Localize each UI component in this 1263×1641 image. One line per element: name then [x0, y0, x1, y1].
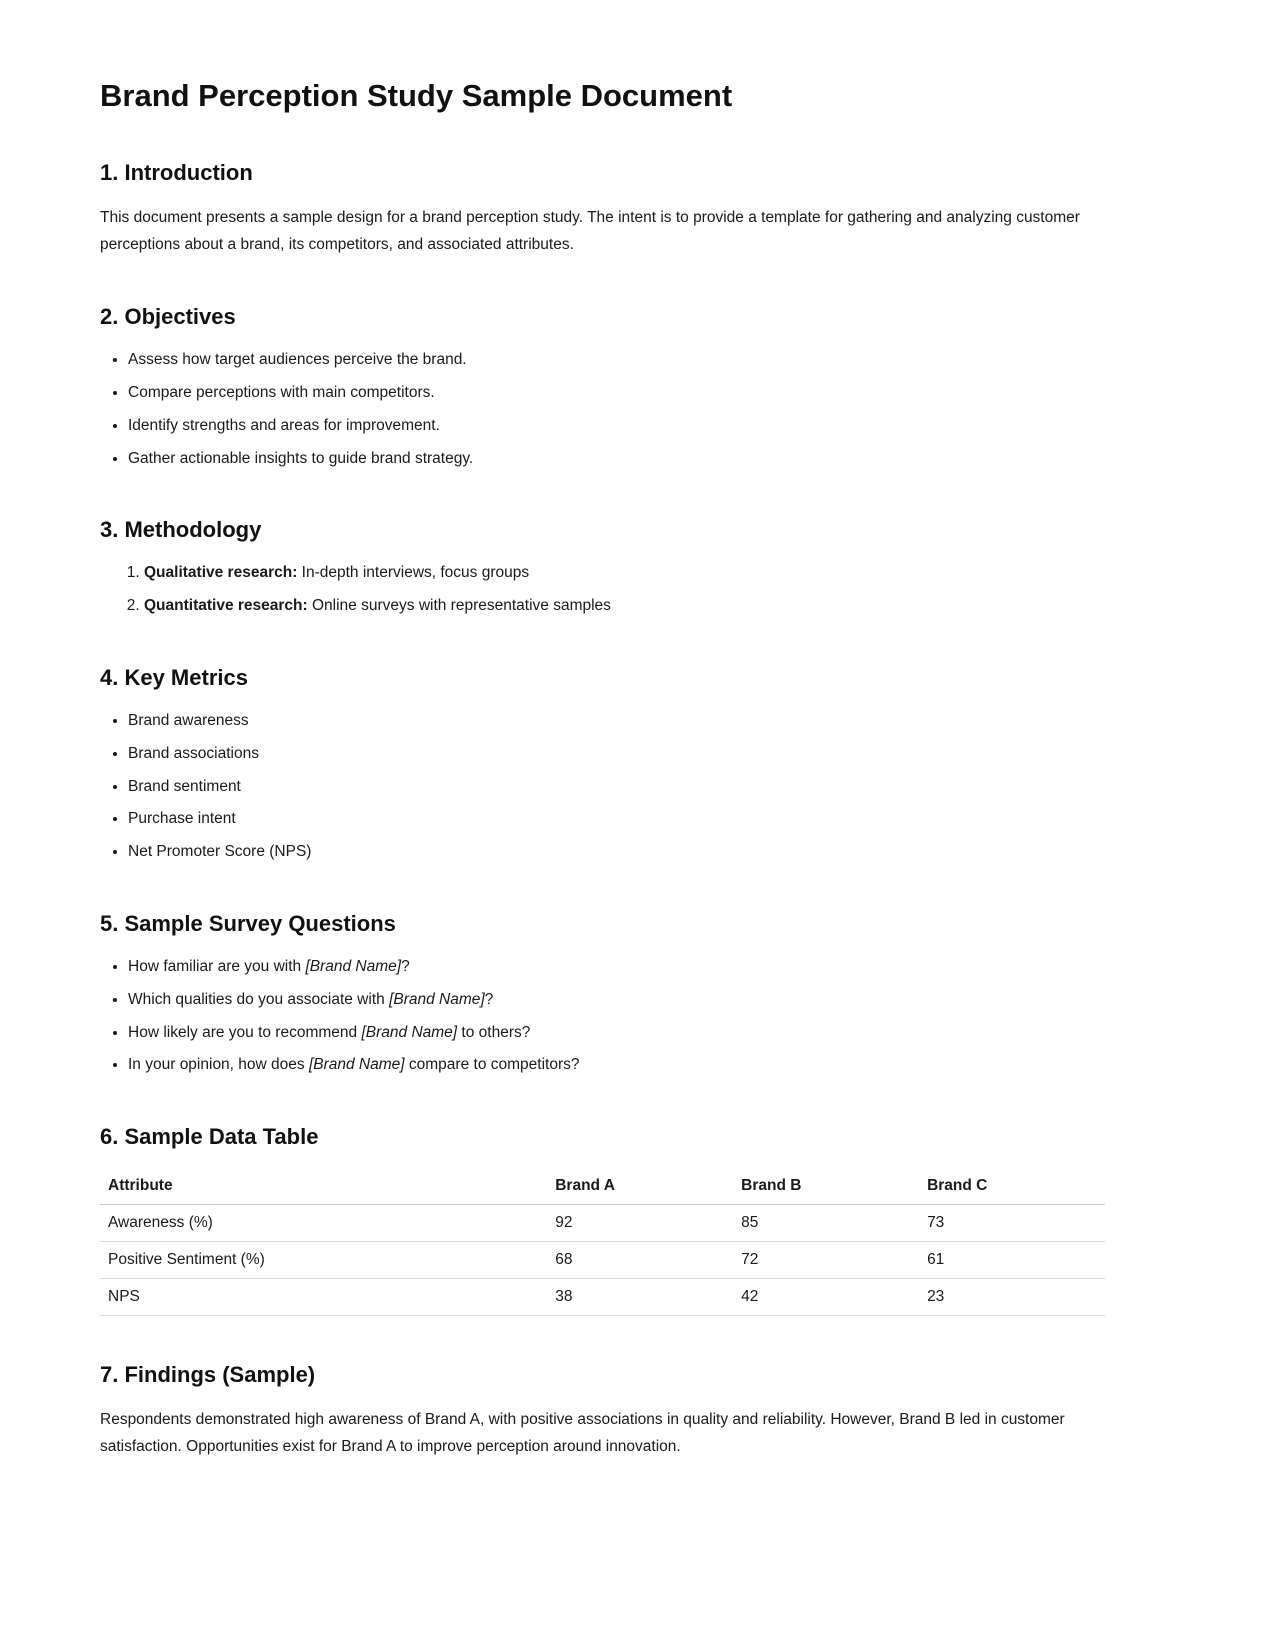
findings-heading: 7. Findings (Sample) [100, 1362, 316, 1388]
method-text: Online surveys with representative samples [307, 597, 611, 615]
brand-name-placeholder: [Brand Name] [308, 1056, 405, 1074]
brand-name-placeholder: [Brand Name] [361, 1023, 458, 1041]
section-findings [100, 1362, 1105, 1460]
list-item: • Compare perceptions with main competitors. [128, 381, 1105, 406]
brand-name-placeholder: [Brand Name] [305, 958, 402, 976]
list-item: • Brand awareness [128, 709, 1105, 734]
cell-value: 92 [547, 1205, 733, 1242]
question-post: to others? [457, 1023, 531, 1041]
list-item: • Net Promoter Score (NPS) [128, 840, 1105, 865]
section-introduction [100, 160, 1105, 258]
section-methodology [100, 517, 1105, 619]
question-post: ? [401, 958, 410, 976]
method-text: In-depth interviews, focus groups [297, 564, 530, 582]
table-row [100, 1242, 1105, 1279]
list-item [144, 561, 1105, 586]
cell-value: 85 [733, 1205, 919, 1242]
list-item [128, 1053, 1105, 1078]
cell-value: 61 [919, 1242, 1105, 1279]
section-objectives [100, 304, 1105, 471]
list-item [128, 1021, 1105, 1046]
cell-attribute: Awareness (%) [100, 1205, 547, 1242]
section-data-table [100, 1124, 1105, 1316]
cell-value: 68 [547, 1242, 733, 1279]
key-metrics-list [100, 709, 1105, 865]
list-item: • Purchase intent [128, 807, 1105, 832]
cell-value: 23 [919, 1279, 1105, 1316]
method-label: Qualitative research: [144, 564, 298, 582]
table-row [100, 1205, 1105, 1242]
question-post: compare to competitors? [404, 1056, 580, 1074]
list-item: • Brand sentiment [128, 775, 1105, 800]
list-item: • Brand associations [128, 742, 1105, 767]
introduction-paragraph: This document presents a sample design for a brand perception study. The intent is to provide a template for gathering and analyzing customer perceptions about a brand, its competitors, and associated attributes. [100, 209, 1080, 254]
table-header-row [100, 1168, 1105, 1205]
list-item [128, 988, 1105, 1013]
list-item: • Assess how target audiences perceive the brand. [128, 348, 1105, 373]
methodology-list [100, 561, 1105, 619]
list-item: • Gather actionable insights to guide brand strategy. [128, 447, 1105, 472]
cell-value: 38 [547, 1279, 733, 1316]
list-item [128, 955, 1105, 980]
column-header-brand-c: Brand C [919, 1168, 1105, 1205]
column-header-brand-b: Brand B [733, 1168, 919, 1205]
column-header-brand-a: Brand A [547, 1168, 733, 1205]
cell-value: 42 [733, 1279, 919, 1316]
section-survey-questions [100, 911, 1105, 1078]
question-pre: How likely are you to recommend [128, 1023, 362, 1041]
cell-attribute: Positive Sentiment (%) [100, 1242, 547, 1279]
list-item: • Identify strengths and areas for improvement. [128, 414, 1105, 439]
method-label: Quantitative research: [144, 597, 308, 615]
cell-attribute: NPS [100, 1279, 547, 1316]
cell-value: 72 [733, 1242, 919, 1279]
data-table-heading: 6. Sample Data Table [100, 1124, 319, 1150]
table-header [100, 1168, 1105, 1205]
objectives-list [100, 348, 1105, 471]
column-header-attribute: Attribute [100, 1168, 547, 1205]
question-pre: Which qualities do you associate with [128, 990, 390, 1008]
table-row [100, 1279, 1105, 1316]
question-pre: In your opinion, how does [128, 1056, 309, 1074]
list-item [144, 594, 1105, 619]
question-post: ? [484, 990, 494, 1008]
cell-value: 73 [919, 1205, 1105, 1242]
section-key-metrics [100, 665, 1105, 865]
survey-questions-list [100, 955, 1105, 1078]
methodology-heading: 3. Methodology [100, 517, 262, 543]
survey-questions-heading: 5. Sample Survey Questions [100, 911, 396, 937]
table-body [100, 1205, 1105, 1316]
introduction-heading: 1. Introduction [100, 160, 253, 185]
sample-data-table [100, 1168, 1105, 1316]
key-metrics-heading: 4. Key Metrics [100, 665, 248, 691]
document-title: Brand Perception Study Sample Document [100, 78, 733, 113]
findings-paragraph: Respondents demonstrated high awareness of Brand A, with positive associations in quality and reliability. However, Brand B led in customer satisfaction. Opportunities exist for Brand A to improve perception around innovation. [100, 1411, 1065, 1456]
brand-name-placeholder: [Brand Name] [389, 990, 485, 1008]
question-pre: How familiar are you with [128, 958, 306, 976]
objectives-heading: 2. Objectives [100, 304, 236, 330]
